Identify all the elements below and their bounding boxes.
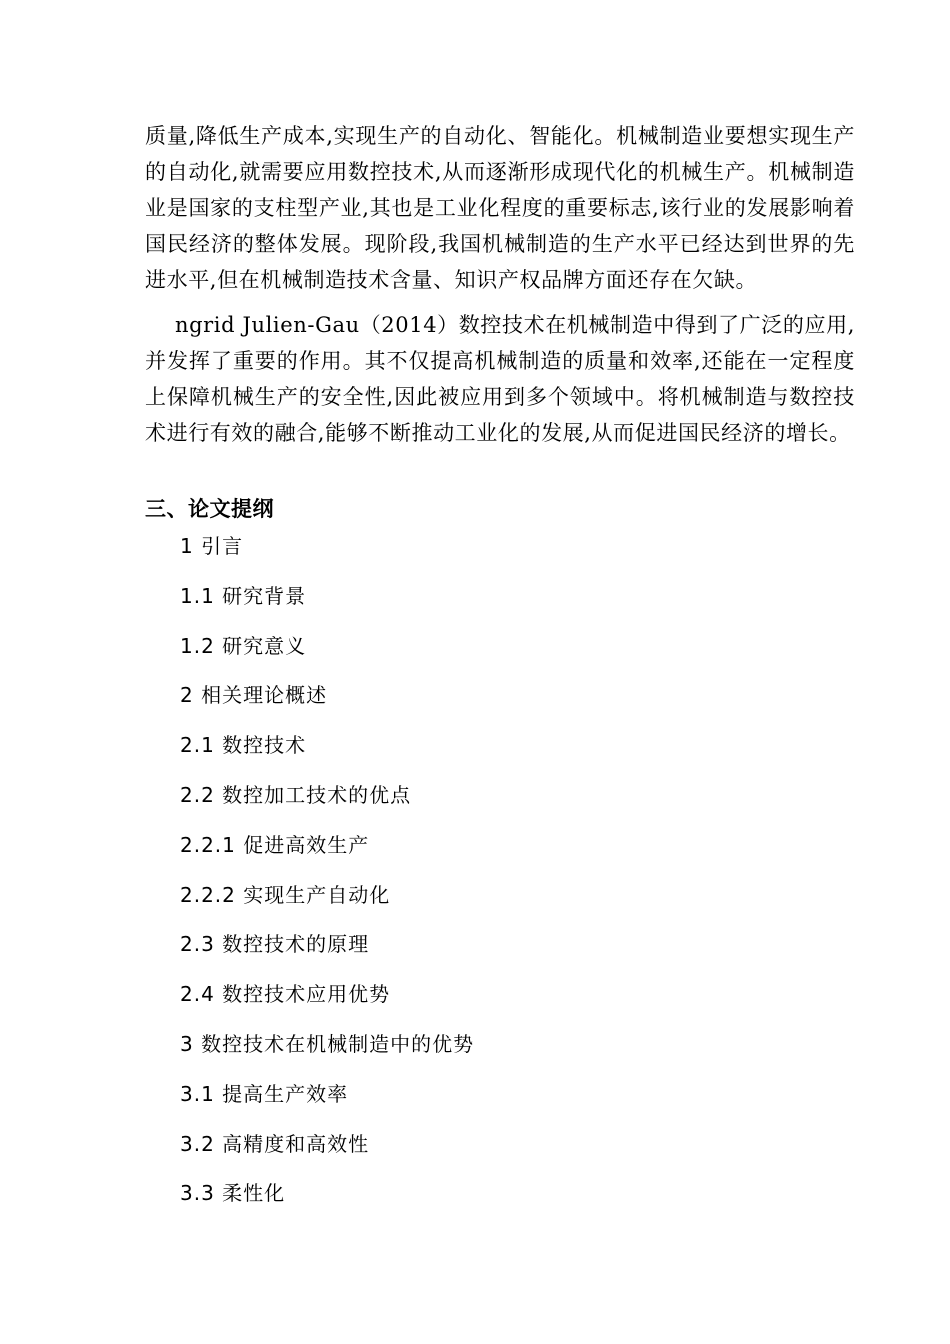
outline-item: 2.3 数控技术的原理 <box>180 932 370 957</box>
section-heading: 三、论文提纲 <box>145 497 274 521</box>
outline-item: 2 相关理论概述 <box>180 683 328 708</box>
outline-item: 3 数控技术在机械制造中的优势 <box>180 1031 475 1056</box>
outline-item: 3.1 提高生产效率 <box>180 1081 349 1106</box>
body-paragraph: ngrid Julien-Gau（2014）数控技术在机械制造中得到了广泛的应用,并发挥了重要的作用。其不仅提高机械制造的质量和效率,还能在一定程度上保障机械生产的安全性,因此被应用到多个领域中。将机械制造与数控技术进行有效的融合,能够不断推动工业化的发展,从而促进国民经济的增长。 <box>145 313 855 445</box>
outline-item: 1.2 研究意义 <box>180 633 307 658</box>
outline-item: 2.1 数控技术 <box>180 733 307 758</box>
outline-item: 3.2 高精度和高效性 <box>180 1131 370 1156</box>
outline-item: 2.2.2 实现生产自动化 <box>180 882 391 907</box>
outline-item: 2.2 数控加工技术的优点 <box>180 782 412 807</box>
outline-item: 3.3 柔性化 <box>180 1181 286 1206</box>
thesis-outline <box>180 529 474 1226</box>
body-paragraph: 质量,降低生产成本,实现生产的自动化、智能化。机械制造业要想实现生产的自动化,就需要应用数控技术,从而逐渐形成现代化的机械生产。机械制造业是国家的支柱型产业,其也是工业化程度的重要标志,该行业的发展影响着国民经济的整体发展。现阶段,我国机械制造的生产水平已经达到世界的先进水平,但在机械制造技术含量、知识产权品牌方面还存在欠缺。 <box>145 124 855 292</box>
outline-item: 1 引言 <box>180 534 244 558</box>
outline-item: 2.4 数控技术应用优势 <box>180 982 391 1007</box>
outline-item: 1.1 研究背景 <box>180 583 307 608</box>
outline-item: 2.2.1 促进高效生产 <box>180 832 370 857</box>
